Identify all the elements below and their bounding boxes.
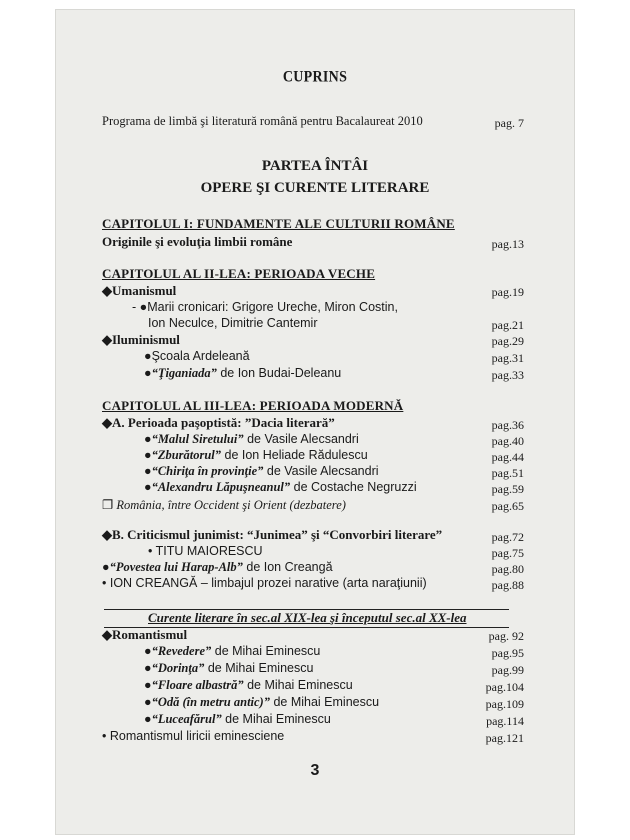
chapter-3-title: CAPITOLUL AL III-LEA: PERIOADA MODERNĂ	[102, 398, 404, 413]
dot-icon: ●	[144, 644, 152, 658]
section-a-item-1-page: pag.40	[491, 434, 524, 448]
romantism-item-3-page: pag.104	[485, 680, 524, 694]
dot-icon: ●	[144, 464, 152, 478]
section-a-page: pag.36	[491, 418, 524, 432]
cronicari-entry: - ●Marii cronicari: Grigore Ureche, Miron Costin,	[132, 300, 398, 314]
iluminism-page: pag.29	[491, 334, 524, 348]
program-entry: Programa de limbă şi literatură română pentru Bacalaureat 2010	[102, 114, 423, 128]
dot-icon: ●	[144, 661, 152, 675]
eminescian-page: pag.121	[485, 731, 524, 745]
dot-icon: ●	[102, 560, 110, 574]
small-bullet-icon: •	[102, 729, 110, 743]
scoala-entry: ●Şcoala Ardeleană	[144, 349, 250, 363]
diamond-icon: ◆	[102, 527, 112, 542]
section-b-page: pag.72	[491, 530, 524, 544]
dot-icon: ●	[144, 432, 152, 446]
section-a-item-3-page: pag.51	[491, 466, 524, 480]
romantism-item-1: ●“Revedere” de Mihai Eminescu	[144, 644, 321, 658]
romantism-item-2: ●“Dorinţa” de Mihai Eminescu	[144, 661, 314, 675]
iluminism-entry: ◆Iluminismul	[102, 332, 180, 347]
small-bullet-icon: •	[102, 576, 110, 590]
diamond-icon: ◆	[102, 283, 112, 298]
harap-page: pag.80	[491, 562, 524, 576]
romantism-item-1-page: pag.95	[491, 646, 524, 660]
romantism-item-2-page: pag.99	[491, 663, 524, 677]
section-a-item-3: ●“Chiriţa în provinţie” de Vasile Alecsandri	[144, 464, 379, 478]
scoala-page: pag.31	[491, 351, 524, 365]
currents-header	[104, 609, 509, 628]
romantism-entry: ◆Romantismul	[102, 627, 188, 642]
dot-icon: ●	[144, 695, 152, 709]
eminescian-entry: • Romantismul liricii eminesciene	[102, 729, 285, 743]
page-title: CUPRINS	[282, 68, 348, 87]
section-a-entry: ◆A. Perioada paşoptistă: ”Dacia literară”	[102, 415, 335, 430]
book-page	[56, 10, 574, 834]
program-page: pag. 7	[494, 116, 524, 130]
romantism-page: pag. 92	[488, 629, 524, 643]
diamond-icon: ◆	[102, 332, 112, 347]
small-bullet-icon: •	[148, 544, 156, 558]
romantism-item-3: ●“Floare albastră” de Mihai Eminescu	[144, 678, 353, 692]
dot-icon: ●	[144, 678, 152, 692]
dash-mark: -	[132, 300, 140, 314]
section-a-item-1: ●“Malul Siretului” de Vasile Alecsandri	[144, 432, 359, 446]
section-a-item-4-page: pag.59	[491, 482, 524, 496]
chapter-1-item: Originile şi evoluţia limbii române	[102, 234, 293, 249]
section-b-entry: ◆B. Criticismul junimist: “Junimea” şi “Convorbiri literare”	[102, 527, 443, 542]
part-subtitle: OPERE ŞI CURENTE LITERARE	[200, 180, 430, 196]
tiganiada-page: pag.33	[491, 368, 524, 382]
maiorescu-page: pag.75	[491, 546, 524, 560]
dot-icon: ●	[139, 300, 148, 314]
chapter-1-title: CAPITOLUL I: FUNDAMENTE ALE CULTURII ROMÂNE	[102, 216, 455, 231]
cronicari-page: pag.21	[491, 318, 524, 332]
dot-icon: ●	[144, 712, 152, 726]
debate-entry: ❐ România, între Occident şi Orient (dezbatere)	[102, 498, 346, 512]
romantism-item-4: ●“Odă (în metru antic)” de Mihai Eminescu	[144, 695, 380, 709]
white-square-icon: ❐	[102, 498, 117, 512]
debate-page: pag.65	[491, 499, 524, 513]
dot-icon: ●	[144, 349, 152, 363]
currents-header-text: Curente literare în sec.al XIX-lea şi începutul sec.al XX-lea	[148, 610, 467, 625]
chapter-2-title: CAPITOLUL AL II-LEA: PERIOADA VECHE	[102, 266, 376, 281]
dot-icon: ●	[144, 448, 152, 462]
creanga-entry: • ION CREANGĂ – limbajul prozei narative (arta naraţiunii)	[102, 576, 427, 590]
diamond-icon: ◆	[102, 627, 112, 642]
diamond-icon: ◆	[102, 415, 112, 430]
page-number: 3	[310, 762, 320, 779]
cronicari-entry-cont: Ion Neculce, Dimitrie Cantemir	[148, 316, 318, 330]
romantism-item-5: ●“Luceafărul” de Mihai Eminescu	[144, 712, 331, 726]
chapter-1-page: pag.13	[491, 237, 524, 251]
dot-icon: ●	[144, 366, 152, 380]
section-a-item-4: ●“Alexandru Lăpuşneanul” de Costache Negruzzi	[144, 480, 417, 494]
dot-icon: ●	[144, 480, 152, 494]
romantism-item-4-page: pag.109	[485, 697, 524, 711]
creanga-page: pag.88	[491, 578, 524, 592]
romantism-item-5-page: pag.114	[486, 714, 524, 728]
maiorescu-entry: • TITU MAIORESCU	[148, 544, 263, 558]
harap-entry: ●“Povestea lui Harap-Alb” de Ion Creangă	[102, 560, 333, 574]
section-a-item-2: ●“Zburătorul” de Ion Heliade Rădulescu	[144, 448, 368, 462]
section-a-item-2-page: pag.44	[491, 450, 524, 464]
tiganiada-entry: ●“Ţiganiada” de Ion Budai-Deleanu	[144, 366, 342, 380]
umanism-entry: ◆Umanismul	[102, 283, 177, 298]
part-title: PARTEA ÎNTÂI	[261, 158, 369, 174]
umanism-page: pag.19	[491, 285, 524, 299]
